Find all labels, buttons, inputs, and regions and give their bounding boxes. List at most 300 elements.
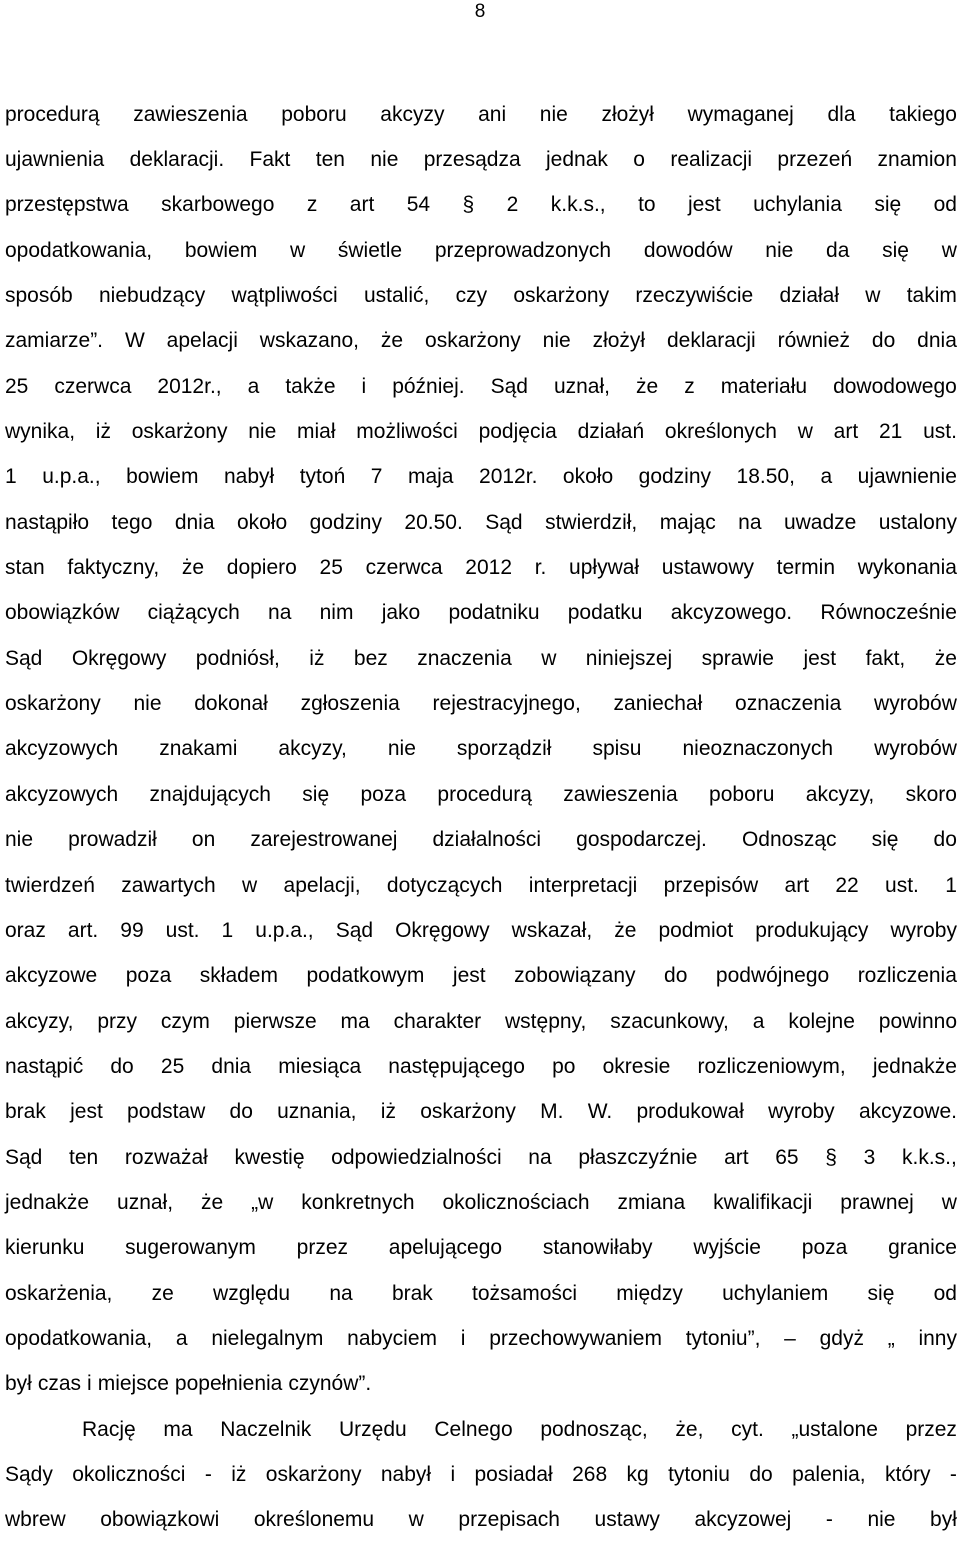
word: a: [247, 374, 260, 398]
word: wyroby: [890, 918, 957, 942]
word: oskarżony: [420, 1100, 516, 1124]
word: spisu: [592, 737, 642, 761]
word: nabył: [380, 1462, 432, 1486]
text-line: [5, 1226, 957, 1271]
text-line: [5, 863, 957, 908]
word: podniósł,: [195, 646, 280, 670]
word: nie: [867, 1508, 896, 1532]
word: również: [777, 329, 850, 353]
word: 25: [319, 556, 343, 580]
word: nie: [542, 329, 571, 353]
word: nie: [5, 828, 34, 852]
word: określonemu: [253, 1508, 375, 1532]
word: ustalić,: [363, 284, 430, 308]
word: do: [110, 1054, 134, 1078]
word: w: [941, 238, 957, 262]
word: zarejestrowanej: [250, 828, 398, 852]
word: Odnosząc: [741, 828, 837, 852]
word: nim: [319, 601, 354, 625]
word: 22: [835, 873, 859, 897]
word: kg: [626, 1462, 649, 1486]
word: procedurą: [437, 782, 532, 806]
word: złożył: [592, 329, 646, 353]
word: da: [826, 238, 850, 262]
word: iż: [309, 646, 325, 670]
word: 268: [572, 1462, 608, 1486]
text-line: [5, 772, 957, 817]
word: i: [87, 1372, 92, 1396]
word: działał: [779, 284, 840, 308]
word: zobowiązany: [514, 964, 636, 988]
word: nastąpić: [5, 1054, 84, 1078]
word: był: [5, 1372, 32, 1396]
word: do: [871, 329, 896, 353]
word: szacunkowy,: [610, 1009, 729, 1033]
word: 21: [878, 420, 903, 444]
word: nie: [765, 238, 794, 262]
word: art: [724, 1145, 749, 1169]
text-line: [5, 727, 957, 772]
word: wynika,: [5, 420, 76, 444]
word: przesądza: [423, 148, 521, 172]
word: wyrobów: [874, 692, 957, 716]
word: deklaracji: [667, 329, 756, 353]
word: przez: [296, 1236, 349, 1260]
word: znamion: [877, 148, 957, 172]
word: –: [784, 1326, 796, 1350]
word: 25: [160, 1054, 185, 1078]
word: poza: [801, 1236, 848, 1260]
word: uchylania: [753, 193, 842, 217]
word: się: [867, 1281, 895, 1305]
word: rozważał: [124, 1145, 208, 1169]
word: zawieszenia: [563, 782, 678, 806]
word: uznał,: [553, 374, 610, 398]
word: zaniechał: [613, 692, 703, 716]
text-line: [5, 183, 957, 228]
word: dopiero: [226, 556, 297, 580]
word: stwierdził,: [545, 510, 638, 534]
word: ust.: [923, 420, 957, 444]
word: nie: [248, 420, 277, 444]
word: do: [749, 1462, 773, 1486]
word: Sąd: [335, 918, 374, 942]
word: skoro: [905, 782, 957, 806]
text-line: [5, 1316, 957, 1361]
word: działalności: [432, 828, 542, 852]
word: tytoniu: [668, 1462, 730, 1486]
word: oskarżony: [425, 329, 521, 353]
word: możliwości: [356, 420, 458, 444]
word: znaczenia: [417, 646, 512, 670]
word: u.p.a.,: [255, 918, 314, 942]
word: odpowiedzialności: [331, 1145, 502, 1169]
word: przestępstwa: [5, 193, 129, 217]
word: stanowiłaby: [542, 1236, 653, 1260]
word: przezeń: [777, 148, 853, 172]
text-line: [5, 818, 957, 863]
word: 65: [775, 1145, 799, 1169]
word: nie: [133, 692, 162, 716]
word: wbrew: [5, 1508, 66, 1532]
text-line: [5, 1271, 957, 1316]
word: złożył: [601, 102, 654, 126]
word: wskazano,: [259, 329, 360, 353]
word: Sąd: [490, 374, 528, 398]
word: okoliczności: [72, 1462, 186, 1486]
word: zawartych: [121, 873, 216, 897]
word: świetle: [337, 238, 403, 262]
word: nieoznaczonych: [682, 737, 834, 761]
text-line: [5, 1407, 957, 1452]
text-line: [5, 999, 957, 1044]
text-line: [5, 1362, 957, 1407]
text-line: [5, 500, 957, 545]
word: jest: [70, 1100, 103, 1124]
word: okresie: [602, 1054, 671, 1078]
word: bez: [353, 646, 388, 670]
word: po: [552, 1054, 576, 1078]
text-line: [5, 545, 957, 590]
word: bowiem: [184, 238, 258, 262]
word: poboru: [709, 782, 775, 806]
word: ze: [151, 1281, 174, 1305]
word: poza: [125, 964, 172, 988]
word: granice: [888, 1236, 957, 1260]
word: obowiązków: [5, 601, 120, 625]
text-line: [5, 409, 957, 454]
word: tego: [111, 510, 153, 534]
word: niniejszej: [585, 646, 673, 670]
word: apelacji: [166, 329, 238, 353]
word: prawnej: [840, 1190, 914, 1214]
word: że,: [675, 1417, 704, 1441]
word: podnosząc,: [540, 1417, 648, 1441]
word: „: [887, 1326, 895, 1350]
word: 2: [506, 193, 519, 217]
text-line: [5, 273, 957, 318]
word: sugerowanym: [125, 1236, 256, 1260]
word: poboru: [281, 102, 347, 126]
word: -: [204, 1462, 212, 1486]
word: względu: [213, 1281, 291, 1305]
word: Sądy: [5, 1462, 53, 1486]
word: M.: [540, 1100, 564, 1124]
word: sporządził: [456, 737, 552, 761]
word: Naczelnik: [220, 1417, 312, 1441]
word: nastąpiło: [5, 510, 90, 534]
word: kwalifikacji: [713, 1190, 813, 1214]
word: prowadził: [68, 828, 157, 852]
word: on: [191, 828, 216, 852]
word: godziny: [309, 510, 382, 534]
word: iż: [231, 1462, 247, 1486]
word: „w: [251, 1190, 274, 1214]
word: termin: [776, 556, 836, 580]
word: charakter: [393, 1009, 482, 1033]
word: i: [361, 374, 367, 398]
word: uznał,: [117, 1190, 174, 1214]
word: był: [930, 1508, 957, 1532]
word: nabyciem: [347, 1326, 438, 1350]
word: nabył: [224, 465, 275, 489]
word: że: [181, 556, 205, 580]
word: §: [825, 1145, 837, 1169]
word: płaszczyźnie: [578, 1145, 698, 1169]
word: wątpliwości: [231, 284, 338, 308]
word: powinno: [878, 1009, 957, 1033]
text-line: [5, 1452, 957, 1497]
word: maja: [407, 465, 454, 489]
word: kierunku: [5, 1236, 85, 1260]
word: 20.50.: [404, 510, 463, 534]
word: oraz: [5, 918, 46, 942]
word: gospodarczej.: [576, 828, 707, 852]
text-line: [5, 681, 957, 726]
word: wymaganej: [687, 102, 794, 126]
word: dla: [827, 102, 856, 126]
word: brak: [391, 1281, 433, 1305]
word: podatkowym: [306, 964, 425, 988]
word: 1: [5, 465, 17, 489]
word: jednakże: [5, 1190, 90, 1214]
word: wykonania: [857, 556, 957, 580]
word: okolicznościach: [442, 1190, 590, 1214]
text-line: [5, 319, 957, 364]
word: opodatkowania,: [5, 1326, 153, 1350]
text-line: [5, 1090, 957, 1135]
word: faktyczny,: [67, 556, 160, 580]
word: akcyzowej: [694, 1508, 792, 1532]
word: art: [349, 193, 375, 217]
word: podmiot: [658, 918, 734, 942]
word: godziny: [638, 465, 712, 489]
word: także: [285, 374, 336, 398]
word: bowiem: [126, 465, 199, 489]
word: nie: [539, 102, 568, 126]
word: że: [380, 329, 404, 353]
word: stan: [5, 556, 45, 580]
word: przeprowadzonych: [434, 238, 612, 262]
word: ustawy: [594, 1508, 660, 1532]
word: produkujący: [755, 918, 869, 942]
word: i: [460, 1326, 466, 1350]
word: do: [664, 964, 688, 988]
word: z: [684, 374, 695, 398]
word: ustawowy: [661, 556, 754, 580]
word: W: [124, 329, 145, 353]
word: obowiązkowi: [100, 1508, 220, 1532]
word: apelacji,: [283, 873, 361, 897]
word: dokonał: [194, 692, 268, 716]
word: 99: [120, 918, 144, 942]
word: deklaracji.: [129, 148, 225, 172]
word: ten: [315, 148, 345, 172]
word: w: [941, 1190, 957, 1214]
word: rzeczywiście: [635, 284, 754, 308]
word: zmiana: [617, 1190, 686, 1214]
word: „ustalone: [791, 1417, 878, 1441]
word: który: [885, 1462, 931, 1486]
word: ujawnienie: [857, 465, 957, 489]
word: uchylaniem: [722, 1281, 829, 1305]
word: się: [874, 193, 902, 217]
word: ciążących: [147, 601, 240, 625]
word: pierwsze: [233, 1009, 317, 1033]
text-line: [5, 364, 957, 409]
word: dnia: [174, 510, 215, 534]
word: u.p.a.,: [42, 465, 101, 489]
word: do: [933, 828, 957, 852]
word: czas: [37, 1372, 82, 1396]
word: i: [450, 1462, 456, 1486]
word: ma: [163, 1417, 193, 1441]
word: posiadał: [474, 1462, 553, 1486]
word: a: [820, 465, 833, 489]
word: czym: [160, 1009, 210, 1033]
word: interpretacji: [528, 873, 638, 897]
word: oskarżony: [265, 1462, 362, 1486]
word: oskarżony: [131, 420, 228, 444]
word: w: [541, 646, 557, 670]
word: czerwca: [54, 374, 132, 398]
page-number: 8: [474, 1, 486, 22]
word: Fakt: [249, 148, 291, 172]
word: miejsce: [97, 1372, 169, 1396]
word: wyrobów: [874, 737, 957, 761]
word: Urzędu: [339, 1417, 407, 1441]
word: a: [752, 1009, 765, 1033]
word: jednakże: [872, 1054, 957, 1078]
word: akcyzowego.: [670, 601, 793, 625]
word: -: [949, 1462, 957, 1486]
word: dnia: [917, 329, 957, 353]
word: 1: [945, 873, 957, 897]
word: czy: [455, 284, 488, 308]
word: dotyczących: [386, 873, 503, 897]
word: do: [229, 1100, 253, 1124]
word: Sąd: [485, 510, 523, 534]
word: -: [825, 1508, 833, 1532]
document-body: [5, 92, 957, 1543]
word: sprawie: [701, 646, 774, 670]
text-line: [5, 137, 957, 182]
word: rozliczenia: [857, 964, 957, 988]
word: twierdzeń: [5, 873, 95, 897]
word: k.k.s.,: [902, 1145, 957, 1169]
word: rozliczeniowym,: [697, 1054, 846, 1078]
word: działań: [577, 420, 645, 444]
word: od: [933, 1281, 957, 1305]
word: kwestię: [234, 1145, 305, 1169]
word: się: [871, 828, 899, 852]
word: 2012r.: [479, 465, 538, 489]
word: 54: [406, 193, 431, 217]
word: w: [865, 284, 881, 308]
word: k.k.s.,: [550, 193, 606, 217]
word: na: [329, 1281, 353, 1305]
word: dowodów: [643, 238, 733, 262]
word: miesiąca: [278, 1054, 362, 1078]
word: wskazał,: [511, 918, 593, 942]
word: składem: [199, 964, 278, 988]
word: się: [882, 238, 909, 262]
word: upływał: [569, 556, 640, 580]
word: oznaczenia: [735, 692, 842, 716]
word: później.: [392, 374, 465, 398]
word: ani: [478, 102, 507, 126]
word: inny: [918, 1326, 957, 1350]
word: art: [833, 420, 859, 444]
word: następującego: [388, 1054, 525, 1078]
word: poza: [360, 782, 407, 806]
word: że: [614, 918, 637, 942]
word: tożsamości: [472, 1281, 578, 1305]
word: przepisów: [663, 873, 759, 897]
word: ujawnienia: [5, 148, 105, 172]
word: czynów”.: [288, 1372, 372, 1396]
word: w: [797, 420, 813, 444]
word: między: [616, 1281, 683, 1305]
word: jest: [688, 193, 721, 217]
word: nie: [370, 148, 399, 172]
word: iż: [380, 1100, 396, 1124]
word: Sąd: [5, 1145, 43, 1169]
word: takim: [906, 284, 957, 308]
word: to: [638, 193, 656, 217]
word: ust.: [165, 918, 200, 942]
word: 18.50,: [736, 465, 795, 489]
word: materiału: [720, 374, 808, 398]
word: przez: [905, 1417, 957, 1441]
word: tytoń: [299, 465, 346, 489]
word: nie: [387, 737, 416, 761]
word: podatku: [567, 601, 643, 625]
word: akcyzy: [380, 102, 445, 126]
word: art: [784, 873, 810, 897]
word: akcyzowe.: [858, 1100, 957, 1124]
word: na: [268, 601, 292, 625]
word: że: [636, 374, 659, 398]
word: znakami: [159, 737, 238, 761]
word: jest: [803, 646, 837, 670]
word: w: [242, 873, 258, 897]
word: na: [738, 510, 762, 534]
word: zawieszenia: [133, 102, 248, 126]
word: jako: [381, 601, 421, 625]
word: podstaw: [127, 1100, 206, 1124]
word: ust.: [885, 873, 919, 897]
word: fakt,: [865, 646, 906, 670]
word: zamiarze”.: [5, 329, 104, 353]
word: ma: [340, 1009, 370, 1033]
word: §: [462, 193, 475, 217]
word: Rację: [82, 1417, 136, 1441]
word: procedurą: [5, 102, 100, 126]
word: 1: [221, 918, 234, 942]
word: wyroby: [768, 1100, 835, 1124]
word: zgłoszenia: [300, 692, 400, 716]
word: cyt.: [731, 1417, 764, 1441]
word: podwójnego: [715, 964, 830, 988]
word: W.: [587, 1100, 613, 1124]
word: art.: [67, 918, 99, 942]
word: że: [934, 646, 957, 670]
word: dowodowego: [833, 374, 957, 398]
word: znajdujących: [149, 782, 271, 806]
text-line: [5, 455, 957, 500]
word: dnia: [211, 1054, 252, 1078]
